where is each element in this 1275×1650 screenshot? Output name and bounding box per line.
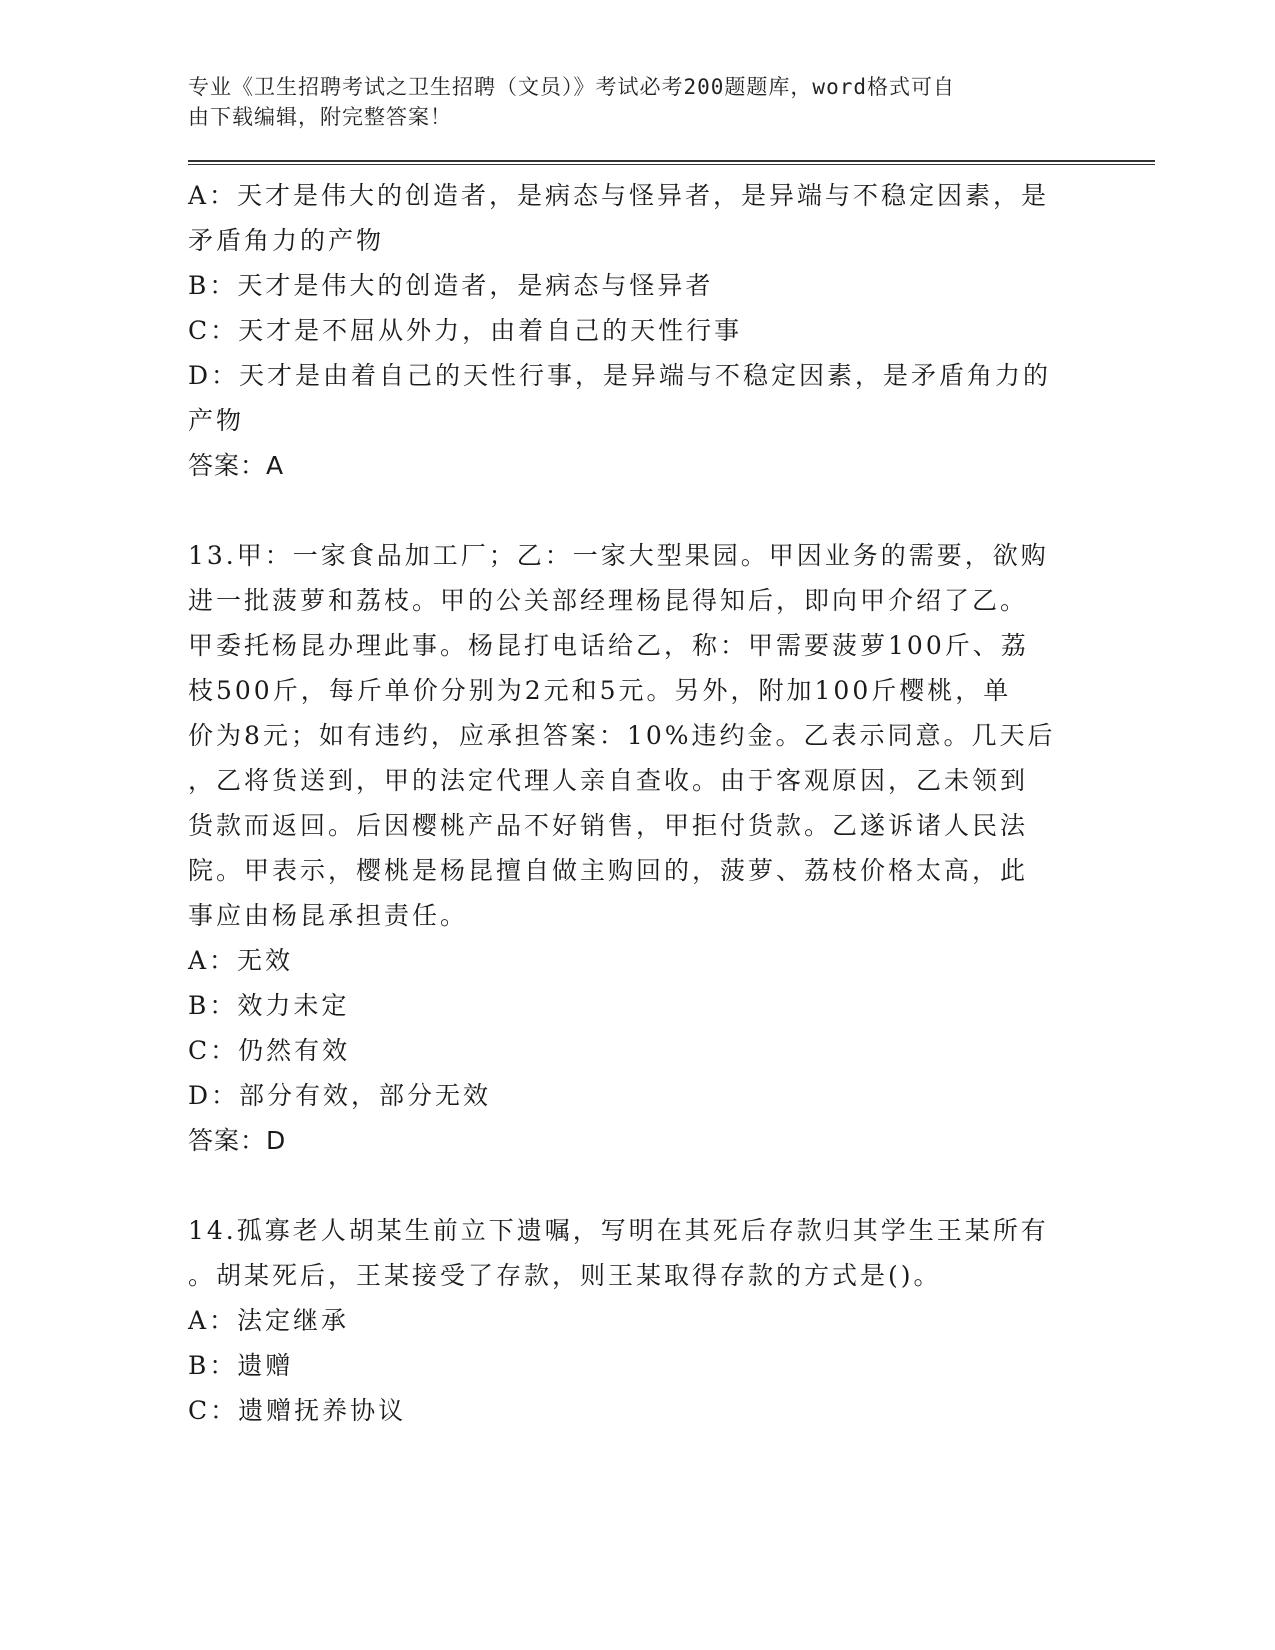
- document-page: [188, 72, 1078, 1433]
- option-a: A：法定继承: [188, 1306, 350, 1335]
- option-a: A：无效: [188, 946, 294, 975]
- option-c: C：仍然有效: [188, 1036, 351, 1065]
- question-stem: 事应由杨昆承担责任。: [188, 901, 469, 930]
- option-b: B：遗赠: [188, 1351, 294, 1380]
- option-c: C：遗赠抚养协议: [188, 1396, 407, 1425]
- question-13: [188, 533, 1078, 1163]
- question-stem: 枝500斤，每斤单价分别为2元和5元。另外，附加100斤樱桃，单: [188, 676, 1012, 705]
- header-line-2: 由下载编辑，附完整答案！: [188, 105, 452, 129]
- question-12: [188, 173, 1078, 488]
- answer: 答案：A: [188, 451, 285, 480]
- question-14: [188, 1208, 1078, 1433]
- spacer: [188, 1163, 1078, 1208]
- spacer: [188, 488, 1078, 533]
- document-header: [188, 72, 1078, 132]
- question-stem: ，乙将货送到，甲的法定代理人亲自查收。由于客观原因，乙未领到: [188, 766, 1029, 795]
- question-stem: 甲委托杨昆办理此事。杨昆打电话给乙，称：甲需要菠萝100斤、荔: [188, 631, 1029, 660]
- question-stem: 13.甲：一家食品加工厂；乙：一家大型果园。甲因业务的需要，欲购: [188, 541, 1049, 570]
- question-stem: 。胡某死后，王某接受了存款，则王某取得存款的方式是()。: [188, 1261, 942, 1290]
- header-line-1: 专业《卫生招聘考试之卫生招聘（文员）》考试必考200题题库，word格式可自: [188, 75, 955, 99]
- header-rule: [188, 160, 1155, 165]
- question-stem: 货款而返回。后因樱桃产品不好销售，甲拒付货款。乙遂诉诸人民法: [188, 811, 1029, 840]
- option-a-cont: 矛盾角力的产物: [188, 226, 385, 255]
- option-c: C：天才是不屈从外力，由着自己的天性行事: [188, 316, 743, 345]
- question-stem: 院。甲表示，樱桃是杨昆擅自做主购回的，菠萝、荔枝价格太高，此: [188, 856, 1029, 885]
- option-d: D：部分有效，部分无效: [188, 1081, 492, 1110]
- question-stem: 价为8元；如有违约，应承担答案：10%违约金。乙表示同意。几天后: [188, 721, 1056, 750]
- option-b: B：效力未定: [188, 991, 350, 1020]
- question-stem: 14.孤寡老人胡某生前立下遗嘱，写明在其死后存款归其学生王某所有: [188, 1216, 1049, 1245]
- option-d-cont: 产物: [188, 406, 245, 435]
- answer: 答案：D: [188, 1126, 287, 1155]
- option-a: A：天才是伟大的创造者，是病态与怪异者，是异端与不稳定因素，是: [188, 181, 1050, 210]
- document-body: [188, 173, 1078, 1433]
- option-b: B：天才是伟大的创造者，是病态与怪异者: [188, 271, 714, 300]
- question-stem: 进一批菠萝和荔枝。甲的公关部经理杨昆得知后，即向甲介绍了乙。: [188, 586, 1029, 615]
- option-d: D：天才是由着自己的天性行事，是异端与不稳定因素，是矛盾角力的: [188, 361, 1052, 390]
